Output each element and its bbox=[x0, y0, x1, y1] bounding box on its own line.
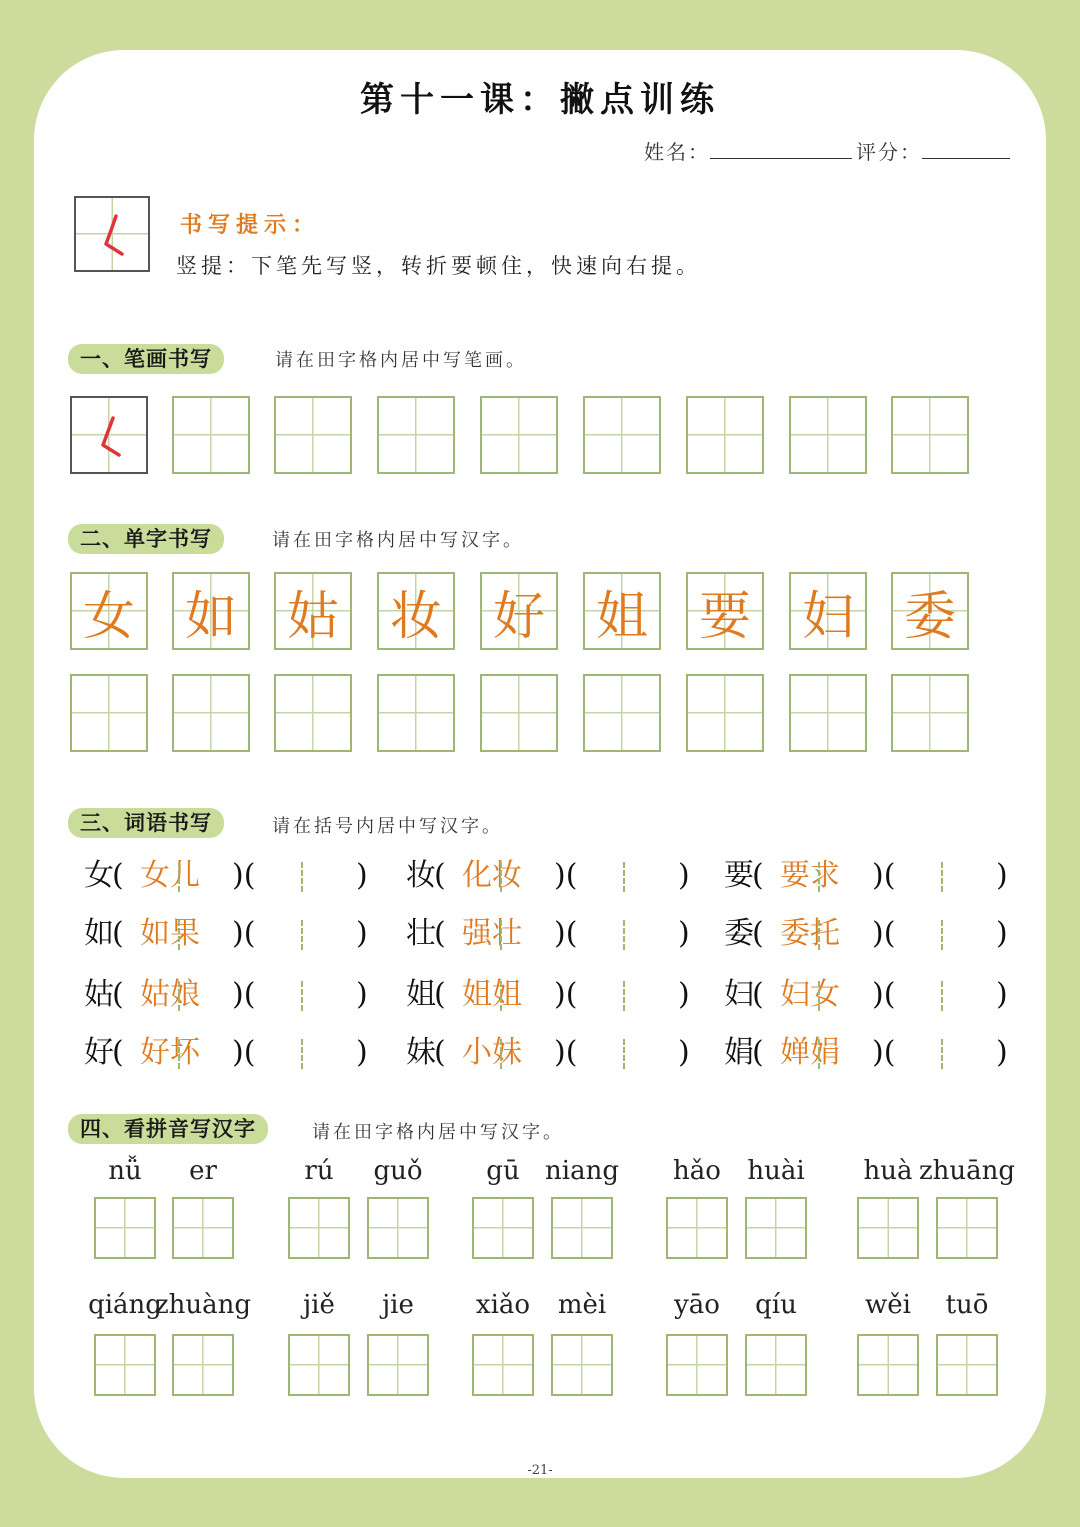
model-char-box bbox=[686, 572, 764, 650]
paren-open: ( bbox=[752, 1035, 764, 1070]
answer-blank-divider[interactable] bbox=[301, 862, 303, 892]
example-word: 强壮 bbox=[462, 916, 522, 951]
pinyin-label: jiě bbox=[303, 1290, 335, 1320]
word-base-char: 妹 bbox=[406, 1035, 436, 1070]
name-blank[interactable] bbox=[710, 138, 852, 159]
word-item bbox=[406, 1033, 696, 1083]
paren-close-open: )( bbox=[872, 916, 896, 951]
divider-dash bbox=[178, 1039, 180, 1069]
stroke-practice-box[interactable] bbox=[172, 396, 250, 474]
section1-instruction: 请在田字格内居中写笔画。 bbox=[275, 350, 527, 371]
pinyin-answer-box[interactable] bbox=[288, 1197, 350, 1259]
vertical-hook-stroke-icon bbox=[76, 198, 152, 274]
paren-close-open: )( bbox=[872, 858, 896, 893]
pinyin-label: huà bbox=[863, 1156, 913, 1186]
stroke-example-box bbox=[70, 396, 148, 474]
practice-char-box[interactable] bbox=[480, 674, 558, 752]
model-char-box bbox=[583, 572, 661, 650]
example-word: 小妹 bbox=[462, 1035, 522, 1070]
pinyin-label: mèi bbox=[557, 1290, 607, 1320]
pinyin-answer-box[interactable] bbox=[857, 1334, 919, 1396]
paren-close-open: )( bbox=[872, 977, 896, 1012]
pinyin-label: qíu bbox=[755, 1290, 797, 1320]
model-char-box bbox=[70, 572, 148, 650]
model-char: 好 bbox=[492, 586, 545, 647]
paren-close-open: )( bbox=[554, 1035, 578, 1070]
paren-open: ( bbox=[752, 858, 764, 893]
name-label: 姓名： bbox=[644, 140, 710, 164]
pinyin-answer-box[interactable] bbox=[666, 1197, 728, 1259]
pinyin-answer-box[interactable] bbox=[367, 1334, 429, 1396]
pinyin-answer-box[interactable] bbox=[94, 1334, 156, 1396]
pinyin-answer-box[interactable] bbox=[551, 1197, 613, 1259]
answer-blank-divider[interactable] bbox=[623, 862, 625, 892]
divider-dash bbox=[178, 862, 180, 892]
answer-blank-divider[interactable] bbox=[623, 1039, 625, 1069]
pinyin-label: nǚ bbox=[108, 1156, 142, 1186]
pinyin-answer-box[interactable] bbox=[172, 1197, 234, 1259]
word-item bbox=[406, 856, 696, 906]
pinyin-answer-box[interactable] bbox=[745, 1197, 807, 1259]
model-char: 要 bbox=[698, 586, 751, 647]
word-base-char: 娟 bbox=[724, 1035, 754, 1070]
pinyin-answer-box[interactable] bbox=[172, 1334, 234, 1396]
paren-close: ) bbox=[996, 1035, 1008, 1070]
word-item bbox=[724, 914, 1014, 964]
answer-blank-divider[interactable] bbox=[941, 981, 943, 1011]
word-base-char: 如 bbox=[84, 916, 114, 951]
pinyin-answer-box[interactable] bbox=[288, 1334, 350, 1396]
paren-close-open: )( bbox=[872, 1035, 896, 1070]
paren-open: ( bbox=[112, 916, 124, 951]
pinyin-answer-box[interactable] bbox=[857, 1197, 919, 1259]
word-item bbox=[724, 975, 1014, 1025]
score-field bbox=[856, 136, 1010, 165]
pinyin-label: hǎo bbox=[673, 1156, 721, 1186]
section1-label: 一、笔画书写 bbox=[68, 344, 224, 374]
answer-blank-divider[interactable] bbox=[941, 920, 943, 950]
section2-label: 二、单字书写 bbox=[68, 524, 224, 554]
answer-blank-divider[interactable] bbox=[623, 981, 625, 1011]
word-item bbox=[84, 1033, 374, 1083]
paren-close-open: )( bbox=[232, 916, 256, 951]
example-word: 好坏 bbox=[140, 1035, 200, 1070]
practice-char-box[interactable] bbox=[891, 674, 969, 752]
word-item bbox=[724, 856, 1014, 906]
pinyin-label: qiáng bbox=[88, 1290, 162, 1320]
model-char-box bbox=[480, 572, 558, 650]
word-item bbox=[406, 975, 696, 1025]
hint-title: 书写提示： bbox=[180, 213, 321, 238]
pinyin-label: tuō bbox=[945, 1290, 989, 1320]
answer-blank-divider[interactable] bbox=[301, 981, 303, 1011]
model-char: 妆 bbox=[389, 586, 442, 647]
paren-close: ) bbox=[356, 916, 368, 951]
model-char: 姑 bbox=[286, 586, 339, 647]
paren-close-open: )( bbox=[232, 858, 256, 893]
hint-stroke-box bbox=[74, 196, 150, 272]
pinyin-label: gū bbox=[486, 1156, 520, 1186]
pinyin-answer-box[interactable] bbox=[551, 1334, 613, 1396]
section4-instruction: 请在田字格内居中写汉字。 bbox=[312, 1122, 564, 1143]
divider-dash bbox=[818, 981, 820, 1011]
word-base-char: 好 bbox=[84, 1035, 114, 1070]
pinyin-answer-box[interactable] bbox=[936, 1197, 998, 1259]
word-item bbox=[724, 1033, 1014, 1083]
pinyin-answer-box[interactable] bbox=[472, 1334, 534, 1396]
paren-open: ( bbox=[112, 858, 124, 893]
paren-close: ) bbox=[996, 858, 1008, 893]
example-word: 姐姐 bbox=[462, 977, 522, 1012]
paren-open: ( bbox=[752, 916, 764, 951]
word-base-char: 姑 bbox=[84, 977, 114, 1012]
divider-dash bbox=[818, 862, 820, 892]
paren-close: ) bbox=[356, 977, 368, 1012]
answer-blank-divider[interactable] bbox=[623, 920, 625, 950]
stroke-practice-box[interactable] bbox=[891, 396, 969, 474]
pinyin-answer-box[interactable] bbox=[666, 1334, 728, 1396]
pinyin-label: xiǎo bbox=[475, 1290, 531, 1320]
model-char: 女 bbox=[82, 586, 135, 647]
pinyin-answer-box[interactable] bbox=[745, 1334, 807, 1396]
paren-close: ) bbox=[678, 977, 690, 1012]
word-base-char: 委 bbox=[724, 916, 754, 951]
pinyin-label: jie bbox=[382, 1290, 414, 1320]
practice-char-box[interactable] bbox=[789, 674, 867, 752]
paren-open: ( bbox=[434, 916, 446, 951]
model-char: 姐 bbox=[595, 586, 648, 647]
example-word: 要求 bbox=[780, 858, 840, 893]
paren-close: ) bbox=[356, 1035, 368, 1070]
paren-close: ) bbox=[678, 916, 690, 951]
paren-open: ( bbox=[112, 1035, 124, 1070]
pinyin-label: zhuāng bbox=[918, 1156, 1016, 1186]
example-word: 婵娟 bbox=[780, 1035, 840, 1070]
pinyin-label: zhuàng bbox=[154, 1290, 252, 1320]
pinyin-label: niang bbox=[545, 1156, 619, 1186]
paren-open: ( bbox=[112, 977, 124, 1012]
paren-close-open: )( bbox=[554, 916, 578, 951]
word-base-char: 姐 bbox=[406, 977, 436, 1012]
divider-dash bbox=[178, 920, 180, 950]
section3-label: 三、词语书写 bbox=[68, 808, 224, 838]
word-base-char: 妆 bbox=[406, 858, 436, 893]
score-label: 评分： bbox=[856, 140, 922, 164]
divider-dash bbox=[818, 1039, 820, 1069]
divider-dash bbox=[178, 981, 180, 1011]
divider-dash bbox=[500, 981, 502, 1011]
word-base-char: 女 bbox=[84, 858, 114, 893]
divider-dash bbox=[500, 1039, 502, 1069]
example-word: 妇女 bbox=[780, 977, 840, 1012]
pinyin-label: rú bbox=[304, 1156, 334, 1186]
page-number: -21- bbox=[527, 1463, 553, 1478]
paren-close-open: )( bbox=[554, 977, 578, 1012]
word-item bbox=[84, 856, 374, 906]
practice-char-box[interactable] bbox=[172, 674, 250, 752]
model-char-box bbox=[789, 572, 867, 650]
pinyin-label: er bbox=[189, 1156, 217, 1186]
stroke-practice-box[interactable] bbox=[583, 396, 661, 474]
paren-open: ( bbox=[434, 1035, 446, 1070]
word-base-char: 要 bbox=[724, 858, 754, 893]
model-char-box bbox=[891, 572, 969, 650]
section2-instruction: 请在田字格内居中写汉字。 bbox=[272, 530, 524, 551]
pinyin-answer-box[interactable] bbox=[367, 1197, 429, 1259]
divider-dash bbox=[818, 920, 820, 950]
stroke-practice-box[interactable] bbox=[274, 396, 352, 474]
answer-blank-divider[interactable] bbox=[941, 1039, 943, 1069]
example-word: 委托 bbox=[780, 916, 840, 951]
pinyin-answer-box[interactable] bbox=[936, 1334, 998, 1396]
word-base-char: 壮 bbox=[406, 916, 436, 951]
paren-close-open: )( bbox=[232, 977, 256, 1012]
practice-char-box[interactable] bbox=[583, 674, 661, 752]
paren-close-open: )( bbox=[554, 858, 578, 893]
vertical-hook-stroke-icon bbox=[72, 398, 150, 476]
pinyin-answer-box[interactable] bbox=[94, 1197, 156, 1259]
paren-close: ) bbox=[356, 858, 368, 893]
section3-instruction: 请在括号内居中写汉字。 bbox=[272, 816, 503, 837]
pinyin-label: yāo bbox=[674, 1290, 720, 1320]
paren-open: ( bbox=[434, 858, 446, 893]
word-item bbox=[406, 914, 696, 964]
stroke-practice-box[interactable] bbox=[377, 396, 455, 474]
model-char-box bbox=[172, 572, 250, 650]
hint-text: 竖提：下笔先写竖，转折要顿住，快速向右提。 bbox=[176, 254, 701, 278]
paren-close: ) bbox=[996, 916, 1008, 951]
model-char-box bbox=[274, 572, 352, 650]
pinyin-label: wěi bbox=[865, 1290, 911, 1320]
model-char: 如 bbox=[184, 586, 237, 647]
answer-blank-divider[interactable] bbox=[301, 920, 303, 950]
practice-char-box[interactable] bbox=[377, 674, 455, 752]
pinyin-label: huài bbox=[747, 1156, 805, 1186]
practice-char-box[interactable] bbox=[70, 674, 148, 752]
pinyin-answer-box[interactable] bbox=[472, 1197, 534, 1259]
paren-close: ) bbox=[678, 1035, 690, 1070]
score-blank[interactable] bbox=[922, 138, 1010, 159]
paren-close-open: )( bbox=[232, 1035, 256, 1070]
example-word: 如果 bbox=[140, 916, 200, 951]
answer-blank-divider[interactable] bbox=[941, 862, 943, 892]
page-title: 第十一课：撇点训练 bbox=[360, 80, 720, 120]
divider-dash bbox=[500, 862, 502, 892]
stroke-practice-box[interactable] bbox=[789, 396, 867, 474]
practice-char-box[interactable] bbox=[274, 674, 352, 752]
model-char: 妇 bbox=[801, 586, 854, 647]
pinyin-label: guǒ bbox=[373, 1156, 423, 1186]
paren-close: ) bbox=[678, 858, 690, 893]
answer-blank-divider[interactable] bbox=[301, 1039, 303, 1069]
model-char-box bbox=[377, 572, 455, 650]
stroke-practice-box[interactable] bbox=[480, 396, 558, 474]
name-field bbox=[644, 136, 852, 165]
practice-char-box[interactable] bbox=[686, 674, 764, 752]
paren-open: ( bbox=[752, 977, 764, 1012]
word-base-char: 妇 bbox=[724, 977, 754, 1012]
example-word: 化妆 bbox=[462, 858, 522, 893]
section4-label: 四、看拼音写汉字 bbox=[68, 1114, 268, 1144]
paren-open: ( bbox=[434, 977, 446, 1012]
divider-dash bbox=[500, 920, 502, 950]
word-item bbox=[84, 914, 374, 964]
example-word: 女儿 bbox=[140, 858, 200, 893]
word-item bbox=[84, 975, 374, 1025]
paren-close: ) bbox=[996, 977, 1008, 1012]
model-char: 委 bbox=[903, 586, 956, 647]
example-word: 姑娘 bbox=[140, 977, 200, 1012]
stroke-practice-box[interactable] bbox=[686, 396, 764, 474]
